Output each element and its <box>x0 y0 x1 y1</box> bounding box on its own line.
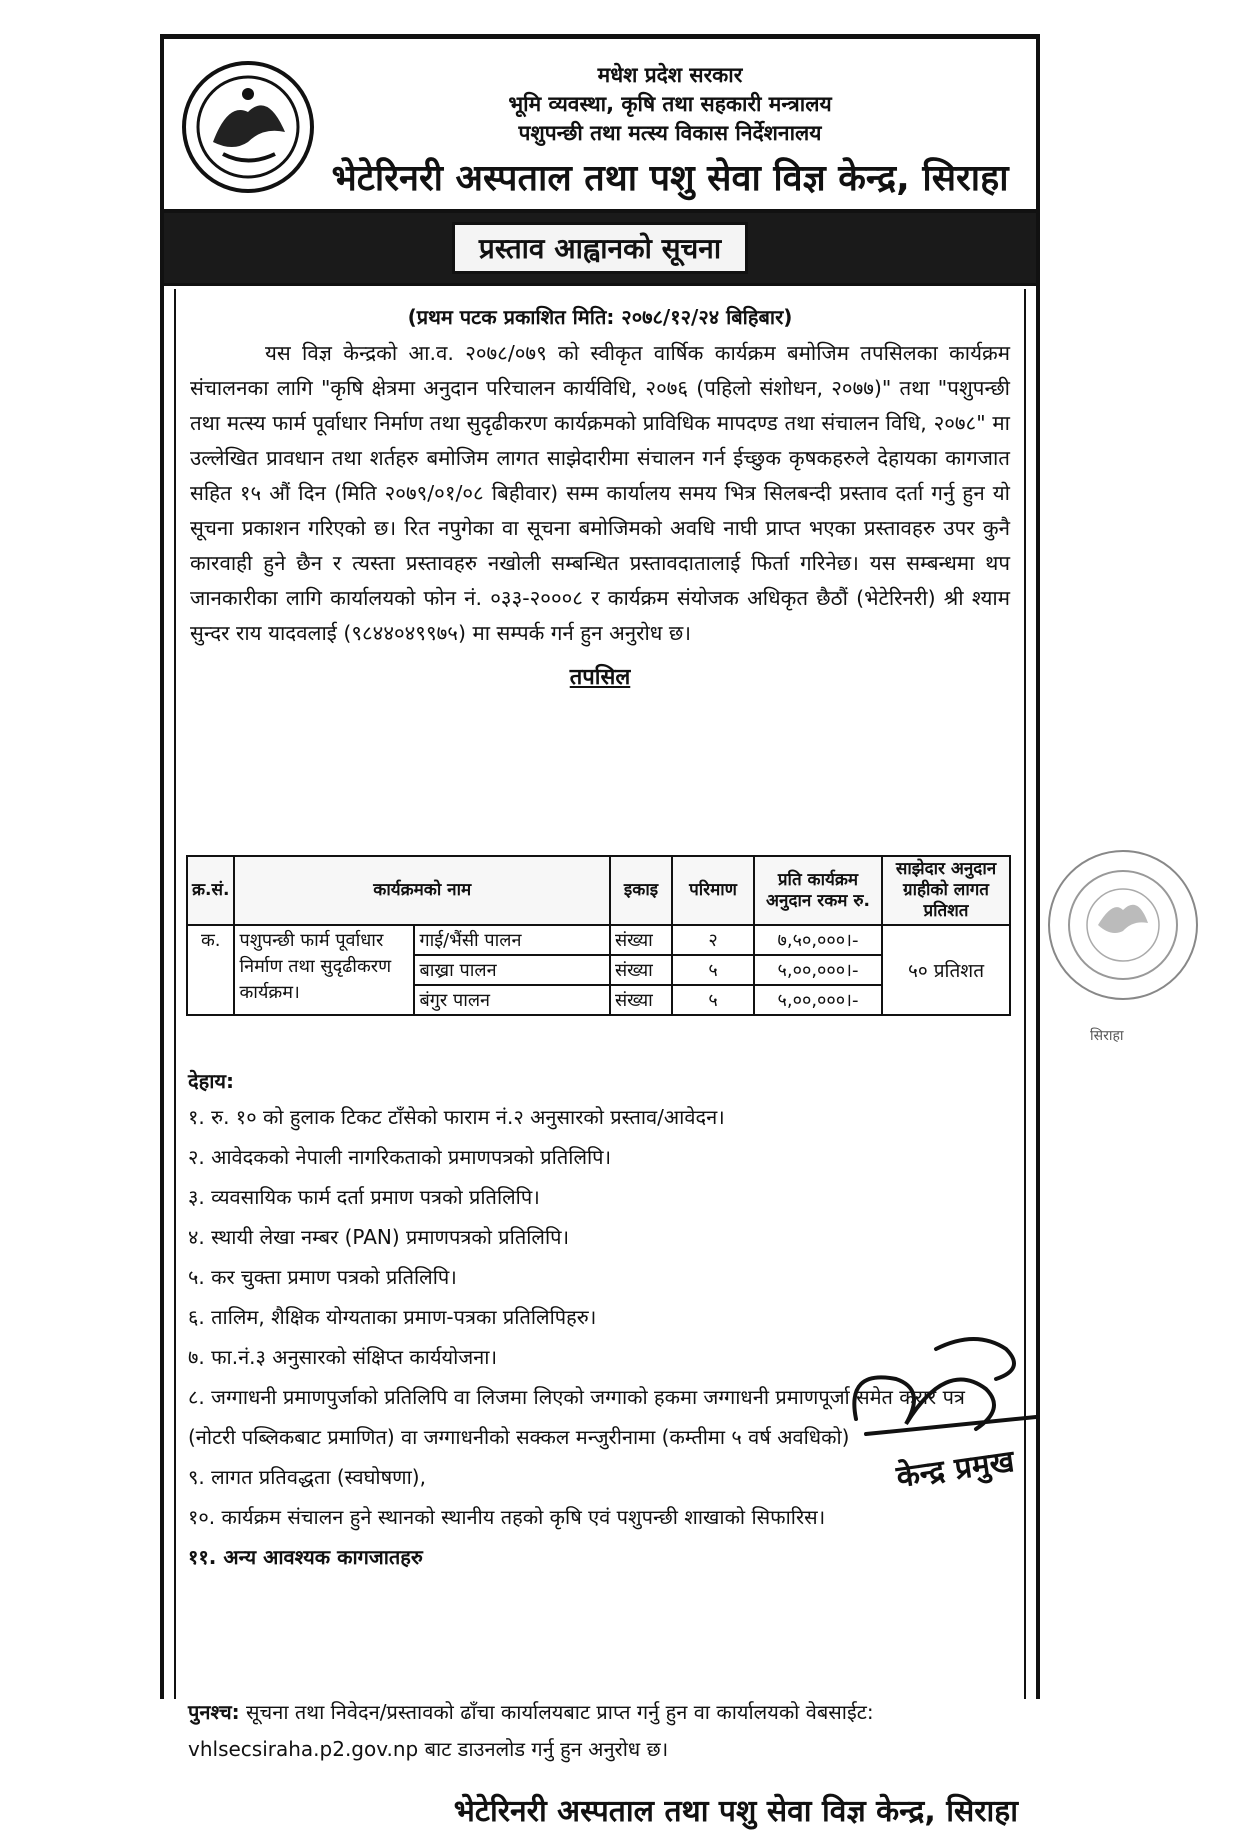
notice-document <box>160 34 1040 1829</box>
table-row <box>187 925 1010 955</box>
col-unit: इकाइ <box>610 856 672 925</box>
col-quantity: परिमाण <box>672 856 754 925</box>
list-item: ८. जग्गाधनी प्रमाणपुर्जाको प्रतिलिपि वा लिजमा लिएको जग्गाको हकमा जग्गाधनी प्रमाणपूर्जा समेत करार पत्र (नोटरी पब्लिकबाट प्रमाणित) वा जग्गाधनीको सक्कल मन्जुरीनामा (कम्तीमा ५ वर्ष अवधिको) <box>188 1385 965 1449</box>
col-program-name: कार्यक्रमको नाम <box>234 856 610 925</box>
header-line-2: भूमि व्यवस्था, कृषि तथा सहकारी मन्त्रालय <box>508 92 832 116</box>
col-amount: प्रति कार्यक्रम अनुदान रकम रु. <box>754 856 882 925</box>
list-item: ५. कर चुक्ता प्रमाण पत्रको प्रतिलिपि। <box>188 1265 457 1289</box>
cell-unit: संख्या <box>610 925 672 955</box>
notice-body <box>174 289 1026 1829</box>
list-item: ७. फा.नं.३ अनुसारको संक्षिप्त कार्ययोजना। <box>188 1345 498 1369</box>
body-paragraph: यस विज्ञ केन्द्रको आ.व. २०७८/०७९ को स्वीकृत वार्षिक कार्यक्रम बमोजिम तपसिलका कार्यक्रम संचालनका लागि "कृषि क्षेत्रमा अनुदान परिचालन कार्यविधि, २०७६ (पहिलो संशोधन, २०७७)" तथा "पशुपन्छी तथा मत्स्य फार्म पूर्वाधार निर्माण तथा सुदृढीकरण कार्यक्रमको प्राविधिक मापदण्ड तथा संचालन विधि, २०७८" मा उल्लेखित प्रावधान तथा शर्तहरु बमोजिम लागत साझेदारीमा संचालन गर्न ईच्छुक कृषकहरुले देहायका कागजात सहित १५ औं दिन (मिति २०७९/०१/०८ बिहीवार) सम्म कार्यालय समय भित्र सिलबन्दी प्रस्ताव दर्ता गर्नु हुन यो सूचना प्रकाशन गरिएको छ। रित नपुगेका वा सूचना बमोजिमको अवधि नाघी प्राप्त भएका प्रस्तावहरु उपर कुनै कारवाही हुने छैन र त्यस्ता प्रस्तावहरु नखोली सम्बन्धित प्रस्तावदातालाई फिर्ता गरिनेछ। यस सम्बन्धमा थप जानकारीका लागि कार्यालयको फोन नं. ०३३-२०००८ र कार्यक्रम संयोजक अधिकृत छैठौं (भेटेरिनरी) श्री श्याम सुन्दर राय यादवलाई (९८४४०४९९७५) मा सम्पर्क गर्न हुन अनुरोध छ। <box>190 341 1010 645</box>
table-header-row <box>187 856 1010 925</box>
cell-amount: ५,००,०००।- <box>754 955 882 985</box>
cell-activity: बंगुर पालन <box>414 985 610 1015</box>
requirements-heading: देहाय: <box>188 1069 235 1093</box>
footer-organization: भेटेरिनरी अस्पताल तथा पशु सेवा विज्ञ केन्द्र, सिराहा <box>453 1794 1018 1829</box>
signature-block <box>836 1329 1076 1499</box>
cell-quantity: ५ <box>672 985 754 1015</box>
list-item: ९. लागत प्रतिवद्धता (स्वघोषणा), <box>188 1465 426 1489</box>
postscript <box>188 1694 978 1768</box>
cell-program-name: पशुपन्छी फार्म पूर्वाधार निर्माण तथा सुदृढीकरण कार्यक्रम। <box>234 925 414 1015</box>
schedule-table <box>186 855 1011 1016</box>
list-item: १०. कार्यक्रम संचालन हुने स्थानको स्थानीय तहको कृषि एवं पशुपन्छी शाखाको सिफारिस। <box>188 1505 826 1529</box>
letterhead <box>164 39 1036 213</box>
cell-amount: ५,००,०००।- <box>754 985 882 1015</box>
cell-unit: संख्या <box>610 955 672 985</box>
list-item: ३. व्यवसायिक फार्म दर्ता प्रमाण पत्रको प्रतिलिपि। <box>188 1185 540 1209</box>
list-item: ११. अन्य आवश्यक कागजातहरु <box>188 1545 423 1569</box>
cell-cost-share: ५० प्रतिशत <box>882 925 1010 1015</box>
col-cost-share: साझेदार अनुदान ग्राहीको लागत प्रतिशत <box>882 856 1010 925</box>
header-line-1: मधेश प्रदेश सरकार <box>597 63 743 87</box>
notice-title-band <box>164 213 1036 286</box>
signature-title: केन्द्र प्रमुख <box>894 1443 1017 1496</box>
list-item: ४. स्थायी लेखा नम्बर (PAN) प्रमाणपत्रको प्रतिलिपि। <box>188 1225 570 1249</box>
cell-activity: गाई/भैंसी पालन <box>414 925 610 955</box>
government-emblem-icon <box>182 61 314 193</box>
header-organization: भेटेरिनरी अस्पताल तथा पशु सेवा विज्ञ केन्द्र, सिराहा <box>331 158 1009 199</box>
cell-activity: बाख्रा पालन <box>414 955 610 985</box>
header-line-3: पशुपन्छी तथा मत्स्य विकास निर्देशनालय <box>518 121 822 145</box>
cell-serial: क. <box>187 925 234 1015</box>
cell-unit: संख्या <box>610 985 672 1015</box>
postscript-label: पुनश्च: <box>188 1700 240 1724</box>
list-item: २. आवेदकको नेपाली नागरिकताको प्रमाणपत्रको प्रतिलिपि। <box>188 1145 612 1169</box>
schedule-heading: तपसिल <box>569 665 631 690</box>
notice-title: प्रस्ताव आह्वानको सूचना <box>452 222 748 274</box>
signature-icon <box>836 1329 1076 1449</box>
cell-quantity: २ <box>672 925 754 955</box>
cell-quantity: ५ <box>672 955 754 985</box>
col-serial: क्र.सं. <box>187 856 234 925</box>
cell-amount: ७,५०,०००।- <box>754 925 882 955</box>
list-item: १. रु. १० को हुलाक टिकट टाँसेको फाराम नं.२ अनुसारको प्रस्ताव/आवेदन। <box>188 1105 725 1129</box>
published-date: (प्रथम पटक प्रकाशित मिति: २०७८/१२/२४ बिहिबार) <box>407 305 793 329</box>
list-item: ६. तालिम, शैक्षिक योग्यताका प्रमाण-पत्रका प्रतिलिपिहरु। <box>188 1305 597 1329</box>
seal-text: सिराहा <box>1090 1028 1124 1044</box>
postscript-text: सूचना तथा निवेदन/प्रस्तावको ढाँचा कार्यालयबाट प्राप्त गर्नु हुन वा कार्यालयको वेबसाईट: vhlsecsiraha.p2.gov.np बाट डाउनलोड गर्नु हुन अनुरोध छ। <box>188 1700 874 1761</box>
office-seal-icon <box>1048 850 1198 1000</box>
